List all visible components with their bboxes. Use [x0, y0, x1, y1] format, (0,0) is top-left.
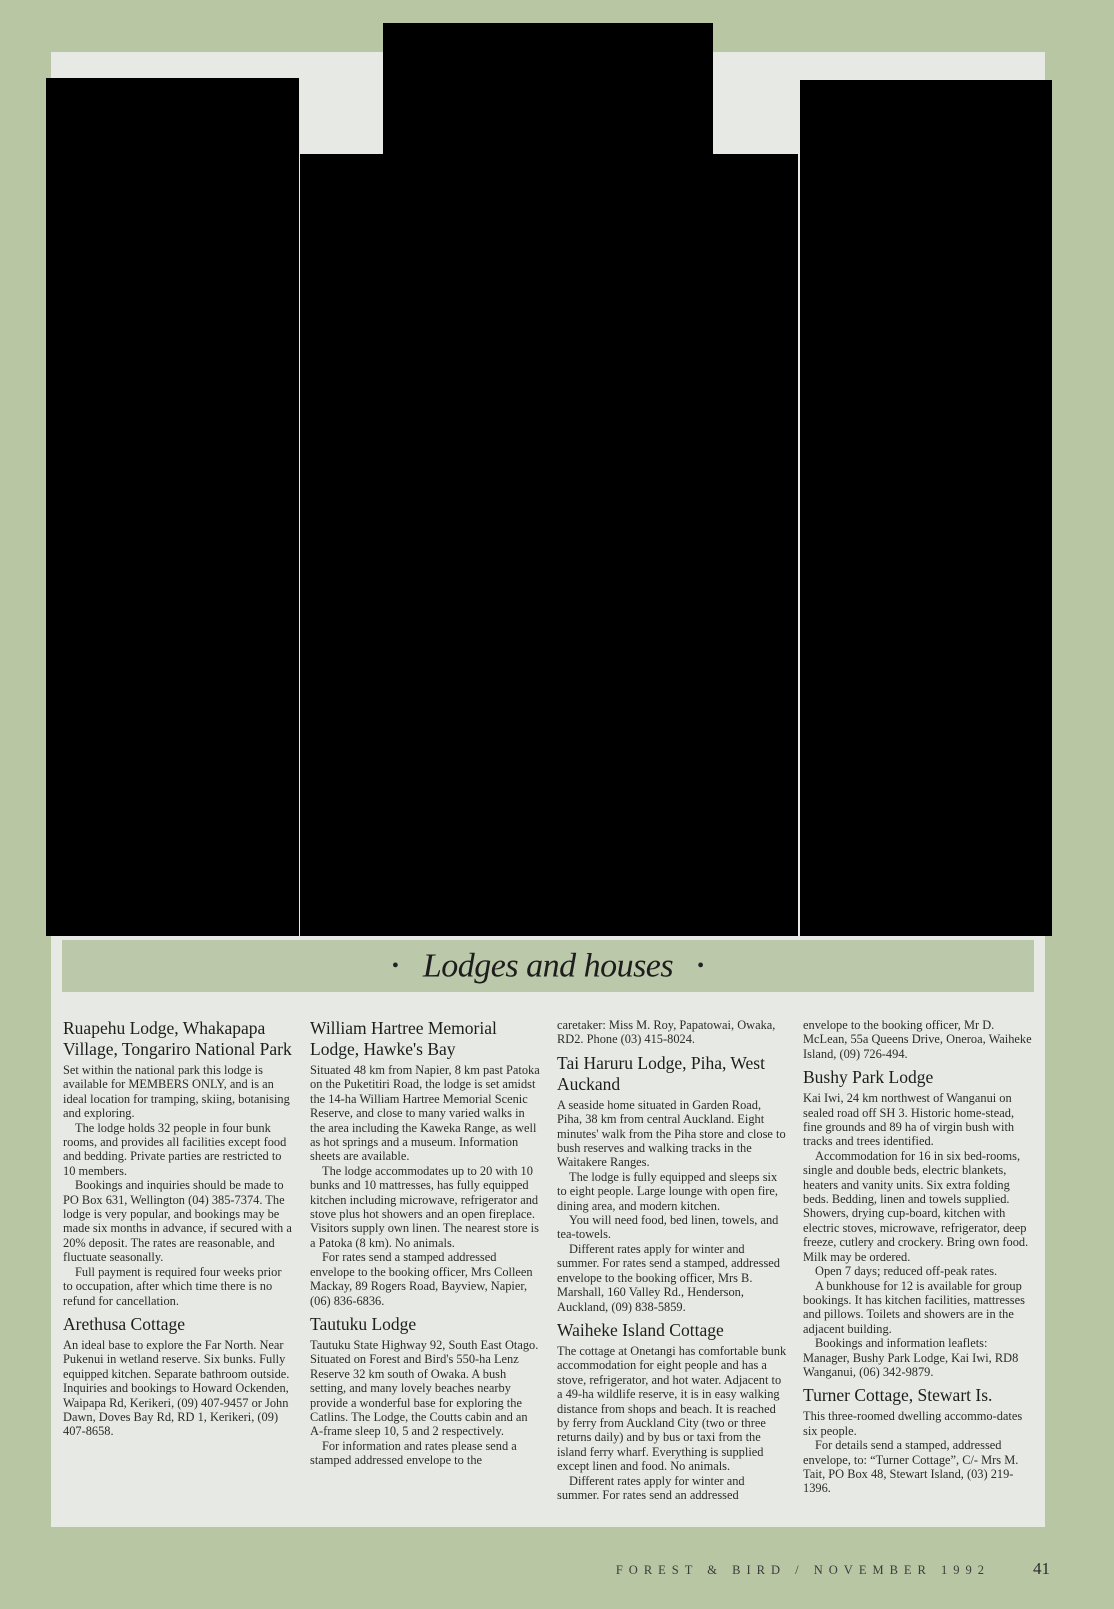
entry-heading: Ruapehu Lodge, Whakapapa Village, Tongariro National Park: [63, 1018, 292, 1059]
body-paragraph: Accommodation for 16 in six bed-rooms, single and double beds, electric blankets, heaters and vanity units. Six extra folding beds. Bedding, linen and towels supplied. Showers, drying cup-board, kitchen with electric stoves, microwave, refrigerator, deep freeze, cutlery and crockery. Bring own food. Milk may be ordered.: [803, 1148, 1029, 1264]
body-paragraph: Different rates apply for winter and summer. For rates send an addressed: [557, 1473, 745, 1502]
body-paragraph: This three-roomed dwelling accommo-dates six people.: [803, 1409, 1023, 1438]
photo-center-top: [383, 23, 713, 156]
body-paragraph: A bunkhouse for 12 is available for group bookings. It has kitchen facilities, mattresses and pillows. Toilets and showers are in the adjacent building.: [803, 1278, 1025, 1336]
body-paragraph: For rates send a stamped addressed envelope to the booking officer, Mrs Colleen Mackay, 89 Rogers Road, Bayview, Napier, (06) 836-6836.: [310, 1250, 533, 1308]
masthead: FOREST & BIRD / NOVEMBER 1992: [615, 1563, 990, 1577]
body-paragraph: Bookings and information leaflets: Manager, Bushy Park Lodge, Kai Iwi, RD8 Wanganui, (06) 342-9879.: [803, 1336, 1019, 1379]
body-paragraph: The lodge accommodates up to 20 with 10 bunks and 10 mattresses, has fully equipped kitchen including microwave, refrigerator and stove plus hot showers and an open fireplace. Visitors supply own linen. The nearest store is a Patoka (8 km). No animals.: [310, 1163, 539, 1250]
section-title: Lodges and houses: [422, 947, 674, 985]
entry-heading: Tautuku Lodge: [310, 1313, 417, 1334]
body-paragraph: The lodge holds 32 people in four bunk rooms, and provides all facilities except food and bedding. Private parties are restricted to 10 members.: [63, 1120, 287, 1178]
photo-right: [800, 80, 1052, 936]
body-paragraph: Different rates apply for winter and summer. For rates send a stamped, addressed envelope to the booking officer, Mrs B. Marshall, 160 Valley Rd., Henderson, Auckland, (09) 838-5859.: [557, 1241, 780, 1314]
body-paragraph: Situated 48 km from Napier, 8 km past Patoka on the Puketitiri Road, the lodge is set amidst the 14-ha William Hartree Memorial Scenic Reserve, and close to many varied walks in the area including the Kaweka Range, as well as hot springs and a museum. Information sheets are available.: [310, 1063, 540, 1164]
bullet-icon: •: [697, 955, 705, 978]
entry-heading: Tai Haruru Lodge, Piha, West Auckand: [557, 1052, 765, 1094]
page-number: 41: [1033, 1559, 1050, 1578]
page-footer: [0, 1559, 1114, 1579]
body-paragraph: An ideal base to explore the Far North. Near Pukenui in wetland reserve. Six bunks. Fully equipped kitchen. Separate bathroom outside. Inquiries and bookings to Howard Ockenden, Waipapa Rd, Kerikeri, (09) 407-9457 or John Dawn, Doves Bay Rd, RD 1, Kerikeri, (09) 407-8658.: [63, 1337, 290, 1439]
entry-heading: Waiheke Island Cottage: [557, 1319, 724, 1340]
entry-heading: Bushy Park Lodge: [803, 1067, 934, 1088]
section-banner: [62, 940, 1034, 992]
body-paragraph: envelope to the booking officer, Mr D. McLean, 55a Queens Drive, Oneroa, Waiheke Island, (09) 726-494.: [803, 1018, 1032, 1061]
entry-heading: Turner Cottage, Stewart Is.: [803, 1385, 993, 1406]
photo-center: [300, 154, 798, 936]
body-paragraph: Kai Iwi, 24 km northwest of Wanganui on sealed road off SH 3. Historic home-stead, fine grounds and 89 ha of virgin bush with tracks and trees identified.: [803, 1091, 1015, 1149]
body-paragraph: Full payment is required four weeks prior to occupation, after which time there is no refund for cancellation.: [63, 1264, 282, 1308]
text-column-1: [63, 1018, 293, 1439]
text-column-3: [557, 1018, 787, 1502]
text-column-4: [803, 1018, 1033, 1496]
text-column-2: [310, 1018, 540, 1468]
body-paragraph: For information and rates please send a stamped addressed envelope to the: [310, 1438, 517, 1468]
body-paragraph: For details send a stamped, addressed envelope, to: “Turner Cottage”, C/- Mrs M. Tait, PO Box 48, Stewart Island, (03) 219-1396.: [803, 1438, 1019, 1496]
body-paragraph: Bookings and inquiries should be made to PO Box 631, Wellington (04) 385-7374. The lodge is very popular, and bookings may be made six months in advance, if secured with a 20% deposit. The rates are reasonable, and fluctuate seasonally.: [63, 1178, 292, 1265]
body-paragraph: The cottage at Onetangi has comfortable bunk accommodation for eight people and has a stove, refrigerator, and hot water. Adjacent to a 49-ha wildlife reserve, it is in easy walking distance from shops and beach. It is reached by ferry from Auckland City (two or three returns daily) and by bus or taxi from the island ferry wharf. Everything is supplied except linen and food. No animals.: [557, 1343, 787, 1474]
entry-heading: Arethusa Cottage: [63, 1313, 185, 1334]
body-paragraph: Open 7 days; reduced off-peak rates.: [815, 1264, 998, 1279]
body-paragraph: caretaker: Miss M. Roy, Papatowai, Owaka, RD2. Phone (03) 415-8024.: [557, 1018, 776, 1047]
bullet-icon: •: [391, 955, 399, 978]
body-paragraph: A seaside home situated in Garden Road, Piha, 38 km from central Auckland. Eight minutes' walk from the Piha store and close to bush reserves and walking tracks in the Waitakere Ranges.: [557, 1097, 786, 1170]
body-paragraph: The lodge is fully equipped and sleeps six to eight people. Large lounge with open fire, dining area, and modern kitchen.: [557, 1169, 779, 1213]
body-paragraph: Tautuku State Highway 92, South East Otago. Situated on Forest and Bird's 550-ha Lenz Reserve 32 km south of Owaka. A bush setting, and many lovely beaches nearby provide a wonderful base for exploring the Catlins. The Lodge, the Coutts cabin and an A-frame sleep 10, 5 and 2 respectively.: [310, 1337, 539, 1439]
body-paragraph: You will need food, bed linen, towels, and tea-towels.: [557, 1213, 779, 1242]
body-paragraph: Set within the national park this lodge is available for MEMBERS ONLY, and is an ideal location for tramping, skiing, botanising and exploring.: [63, 1063, 290, 1121]
photo-left: [46, 78, 299, 936]
entry-heading: William Hartree Memorial Lodge, Hawke's Bay: [310, 1018, 497, 1059]
